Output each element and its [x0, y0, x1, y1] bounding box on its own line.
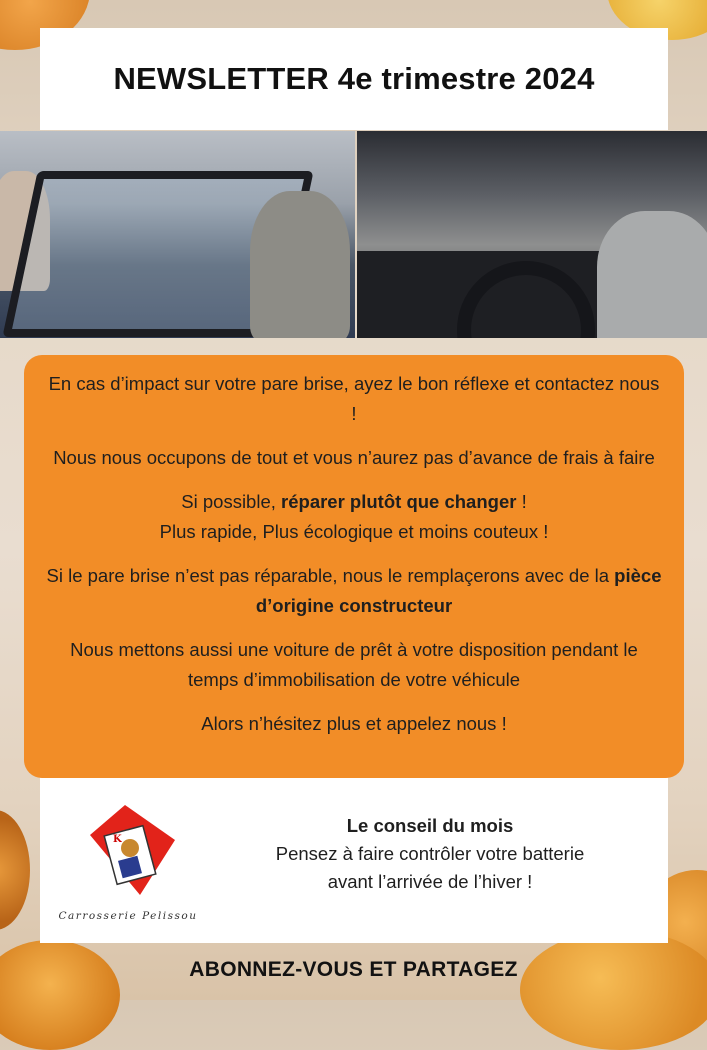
- photo-person: [597, 211, 707, 338]
- photo-person: [250, 191, 350, 338]
- repair-text-end: !: [516, 491, 527, 512]
- repair-benefits: Plus rapide, Plus écologique et moins couteux !: [159, 521, 549, 542]
- company-logo: [80, 800, 180, 900]
- paragraph-loan-car: Nous mettons aussi une voiture de prêt à votre disposition pendant le temps d’immobilisation de votre véhicule: [70, 639, 638, 690]
- subscribe-call-to-action: ABONNEZ-VOUS ET PARTAGEZ: [189, 958, 518, 981]
- advice-text: Pensez à faire contrôler votre batterie avant l’arrivée de l’hiver !: [275, 843, 585, 892]
- info-panel: [24, 355, 684, 778]
- page-title: NEWSLETTER 4e trimestre 2024: [113, 61, 595, 96]
- photo-windshield-install: [0, 131, 355, 338]
- replacement-emphasis: pièce d’origine constructeur: [255, 565, 662, 616]
- pumpkin-decoration: [520, 930, 707, 1050]
- title-banner: [40, 28, 668, 130]
- pumpkin-decoration: [0, 940, 120, 1050]
- replacement-text: Si le pare brise n’est pas réparable, nous le remplaçerons avec de la: [46, 565, 615, 586]
- advice-panel: [40, 778, 668, 943]
- repair-emphasis: réparer plutôt que changer: [281, 491, 517, 512]
- paragraph-call: Alors n’hésitez plus et appelez nous !: [201, 713, 507, 734]
- paragraph-impact: En cas d’impact sur votre pare brise, ayez le bon réflexe et contactez nous !: [48, 373, 660, 424]
- paragraph-no-advance: Nous nous occupons de tout et vous n’aurez pas d’avance de frais à faire: [53, 447, 655, 468]
- svg-text:K: K: [113, 834, 122, 845]
- paragraph-repair: [44, 487, 664, 547]
- company-name: Carrosserie Pelissou: [58, 910, 198, 922]
- repair-text: Si possible,: [181, 491, 282, 512]
- pumpkin-decoration: [0, 810, 30, 930]
- photo-car-interior: [357, 131, 707, 338]
- monthly-advice: [270, 812, 590, 896]
- advice-title: Le conseil du mois: [346, 815, 514, 836]
- paragraph-replacement: [44, 561, 664, 621]
